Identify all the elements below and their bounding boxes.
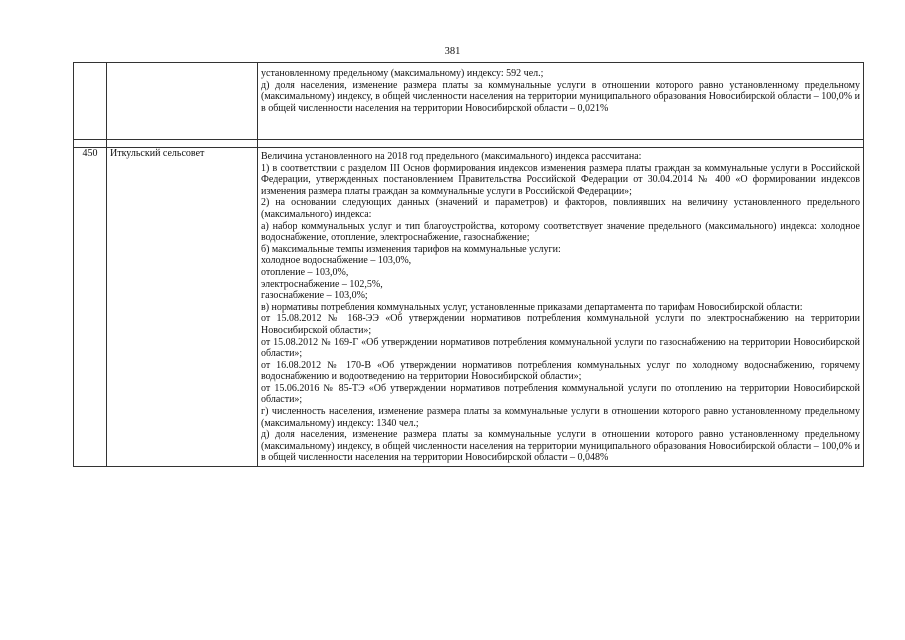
paragraph: газоснабжение – 103,0%; (261, 290, 368, 302)
table-row (74, 148, 864, 467)
paragraph: а) набор коммунальных услуг и тип благоустройства, которому соответствует значение предельного (максимального) индекса: холодное водоснабжение, отопление, электроснабжение, газоснабжение; (261, 220, 860, 244)
paragraph: 1) в соответствии с разделом III Основ формирования индексов изменения размера платы граждан за коммунальные услуги в Российской Федерации, утвержденных постановлением Правительства Российской Федерации от 30.04.2014 № 400 «О формировании индексов изменения размера платы граждан за коммунальные услуги в Российской Федерации»; (261, 162, 860, 197)
row-number-cell (74, 63, 107, 140)
paragraph: от 15.06.2016 № 85-ТЭ «Об утверждении нормативов потребления коммунальной услуги по отоплению на территории Новосибирской области»; (261, 382, 860, 406)
row-number-cell: 450 (74, 148, 107, 467)
paragraph: отопление – 103,0%, (261, 266, 349, 278)
paragraph: в) нормативы потребления коммунальных услуг, установленные приказами департамента по тарифам Новосибирской области: (261, 301, 803, 313)
description-cell (258, 63, 864, 140)
spacer-cell (74, 140, 107, 148)
paragraph: Величина установленного на 2018 год предельного (максимального) индекса рассчитана: (261, 151, 642, 162)
paragraph: д) доля населения, изменение размера платы за коммунальные услуги в отношении которого равно установленному предельному (максимальному) индексу, в общей численности населения на территории муниципального образования Новосибирской области – 100,0% и в общей численности населения на территории Новосибирской области – 0,048% (261, 429, 860, 464)
spacer-cell (107, 140, 258, 148)
paragraph: от 16.08.2012 № 170-В «Об утверждении нормативов потребления коммунальных услуг по холодному водоснабжению, горячему водоснабжению и водоотведению на территории Новосибирской области»; (261, 359, 860, 383)
description-cell (258, 148, 864, 467)
paragraph: г) численность населения, изменение размера платы за коммунальные услуги в отношении которого равно установленному предельному (максимальному) индексу: 1340 чел.; (261, 406, 860, 429)
paragraph: установленному предельному (максимальному) индексу: 592 чел.; (261, 68, 544, 79)
table-row-spacer (74, 140, 864, 148)
spacer-cell (258, 140, 864, 148)
page-number: 381 (444, 46, 461, 57)
paragraph: д) доля населения, изменение размера платы за коммунальные услуги в отношении которого равно установленному предельному (максимальному) индексу, в общей численности населения на территории муниципального образования Новосибирской области – 100,0% и в общей численности населения на территории Новосибирской области – 0,021% (261, 79, 860, 114)
table-row (74, 63, 864, 140)
paragraph: б) максимальные темпы изменения тарифов на коммунальные услуги: (261, 243, 561, 255)
paragraph: электроснабжение – 102,5%, (261, 278, 383, 290)
paragraph: холодное водоснабжение – 103,0%, (261, 255, 412, 267)
paragraph: 2) на основании следующих данных (значений и параметров) и факторов, повлиявших на величину установленного предельного (максимального) индекса: (261, 197, 860, 220)
municipality-name-cell (107, 63, 258, 140)
paragraph: от 15.08.2012 № 169-Г «Об утверждении нормативов потребления коммунальной услуги по газоснабжению на территории Новосибирской области»; (261, 336, 860, 360)
paragraph: от 15.08.2012 № 168-ЭЭ «Об утверждении нормативов потребления коммунальной услуги по электроснабжению на территории Новосибирской области»; (261, 313, 860, 336)
municipality-name-cell: Иткульский сельсовет (107, 148, 258, 467)
document-table (73, 62, 864, 467)
